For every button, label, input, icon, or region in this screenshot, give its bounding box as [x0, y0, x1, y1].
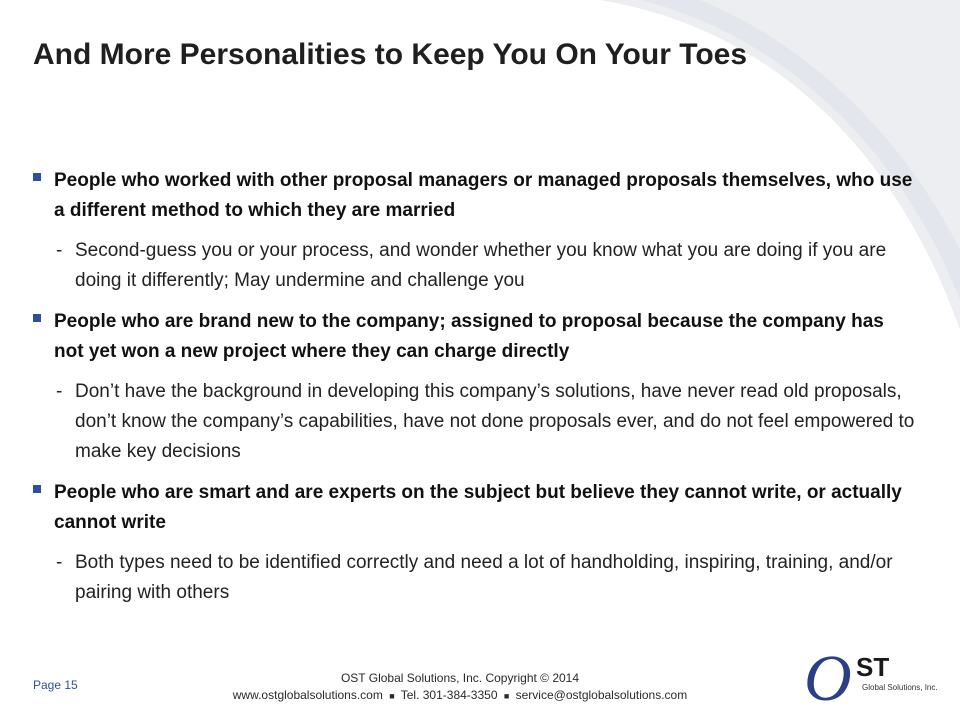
logo-tagline: Global Solutions, Inc.: [862, 683, 938, 692]
square-bullet-icon: [33, 314, 41, 322]
page-number: Page 15: [33, 678, 78, 692]
bullet-item: [33, 478, 918, 538]
square-bullet-icon: [33, 485, 41, 493]
footer: [200, 670, 720, 705]
sub-bullet-text: Second-guess you or your process, and wonder whether you know what you are doing if you are doing it differently; May undermine and challenge you: [75, 240, 887, 291]
square-bullet-icon: [33, 173, 41, 181]
footer-copyright: OST Global Solutions, Inc. Copyright © 2014: [340, 671, 580, 685]
bullet-text: People who worked with other proposal managers or managed proposals themselves, who use a different method to which they are married: [54, 170, 913, 221]
sub-bullet-item: [33, 236, 918, 296]
bullet-list: [33, 166, 918, 619]
separator-icon: ■: [389, 691, 395, 701]
slide-title: And More Personalities to Keep You On Your Toes: [33, 38, 748, 71]
footer-email: service@ostglobalsolutions.com: [515, 688, 688, 702]
bullet-text: People who are smart and are experts on the subject but believe they cannot write, or actually cannot write: [54, 482, 902, 533]
bullet-item: [33, 307, 918, 367]
bullet-item: [33, 166, 918, 226]
company-logo: [800, 640, 940, 712]
dash-bullet-icon: -: [56, 381, 63, 402]
dash-bullet-icon: -: [56, 552, 63, 573]
logo-letters-st: ST: [856, 652, 890, 682]
logo-letter-o: O: [804, 642, 852, 712]
sub-bullet-item: [33, 377, 918, 467]
footer-website: www.ostglobalsolutions.com: [232, 688, 383, 702]
sub-bullet-item: [33, 548, 918, 608]
separator-icon: ■: [503, 691, 510, 701]
sub-bullet-text: Don’t have the background in developing this company’s solutions, have never read old proposals, don’t know the company’s capabilities, have not done proposals ever, and do not feel empowered to make key decisions: [75, 381, 915, 462]
bullet-text: People who are brand new to the company; assigned to proposal because the company has not yet won a new project where they can charge directly: [54, 311, 884, 362]
footer-phone: Tel. 301-384-3350: [400, 688, 498, 702]
dash-bullet-icon: -: [56, 240, 63, 261]
footer-contact-line: [200, 687, 720, 705]
sub-bullet-text: Both types need to be identified correctly and need a lot of handholding, inspiring, training, and/or pairing with others: [75, 552, 893, 603]
